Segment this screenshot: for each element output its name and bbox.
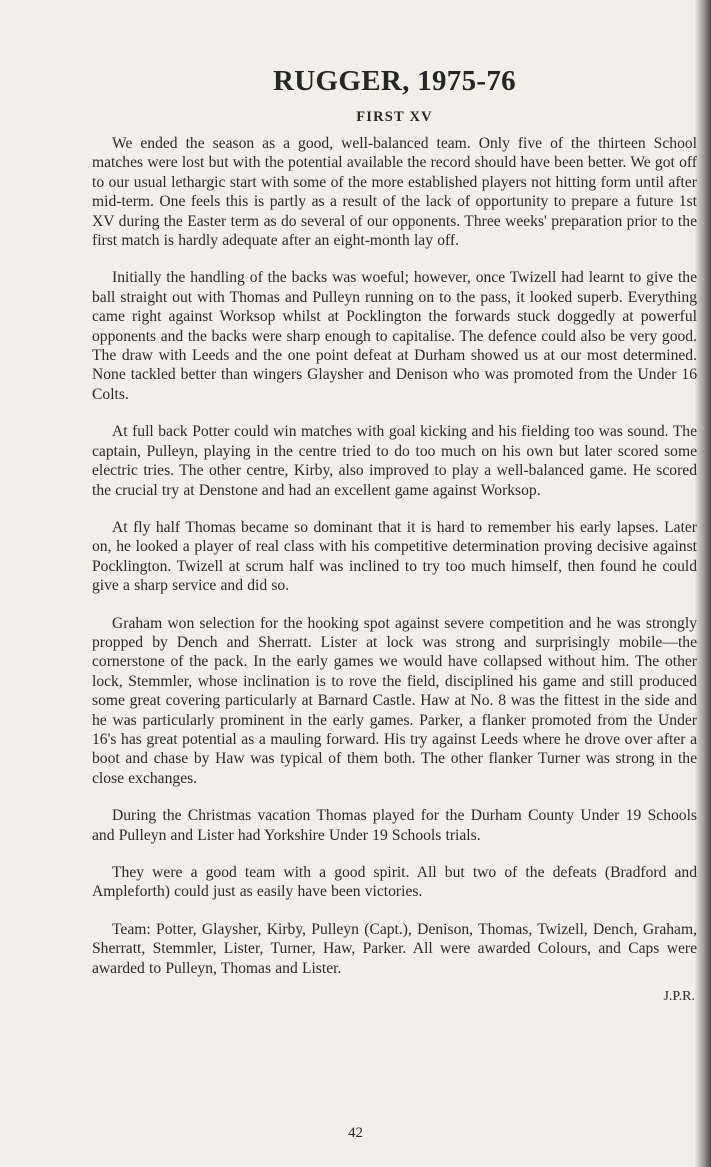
paragraph-full-back-centres: At full back Potter could win matches with goal kicking and his fielding too was sound. The captain, Pulleyn, playing in the centre tried to do too much on his own but later scored some electric tries. The other centre, Kirby, also improved to play a well-balanced game. He scored the crucial try at Denstone and had an excellent game against Worksop. [92,423,697,499]
paragraph-backs-handling: Initially the handling of the backs was woeful; however, once Twizell had learnt to give the ball straight out with Thomas and Pulleyn running on to the pass, it looked superb. Everything came right against Worksop whilst at Pocklington the forwards stuck doggedly at powerful opponents and the backs were sharp enough to capitalise. The defence could also be very good. The draw with Leeds and the one point defeat at Durham showed us at our most determined. None tackled better than wingers Glaysher and Denison who was promoted from the Under 16 Colts. [92,269,697,403]
author-initials: J.P.R. [663,989,695,1005]
paragraph-county-trials: During the Christmas vacation Thomas played for the Durham County Under 19 Schools and Pulleyn and Lister had Yorkshire Under 19 Schools trials. [92,807,697,844]
paragraph-half-backs: At fly half Thomas became so dominant that it is hard to remember his early lapses. Later on, he looked a player of real class with his competitive determination proving decisive against Pocklington. Twizell at scrum half was inclined to try too much himself, then found he could give a sharp service and did so. [92,518,697,595]
paragraph-team-spirit: They were a good team with a good spirit. All but two of the defeats (Bradford and Ampleforth) could just as easily have been victories. [92,864,697,901]
page-title: RUGGER, 1975-76 [273,65,516,97]
paragraph-forwards: Graham won selection for the hooking spot against severe competition and he was strongly propped by Dench and Sherratt. Lister at lock was strong and surprisingly mobile—the cornerstone of the pack. In the early games we would have collapsed without him. The other lock, Stemmler, whose inclination is to rove the field, disciplined his game and still produced some great covering particularly at Barnard Castle. Haw at No. 8 was the fittest in the side and he was particularly prominent in the early games. Parker, a flanker promoted from the Under 16's has great potential as a mauling forward. His try against Leeds where he drove over after a boot and chase by Haw was typical of them both. The other flanker Turner was strong in the close exchanges. [92,614,697,787]
paragraph-team-list: Team: Potter, Glaysher, Kirby, Pulleyn (Capt.), Denison, Thomas, Twizell, Dench, Graham, Sherratt, Stemmler, Lister, Turner, Haw, Parker. All were awarded Colours, and Caps were awarded to Pulleyn, Thomas and Lister. [92,920,697,977]
page-binding-edge [695,0,711,1167]
article [92,56,697,1006]
section-subtitle: FIRST XV [356,109,433,125]
page-number: 42 [348,1125,363,1141]
paragraph-intro: We ended the season as a good, well-balanced team. Only five of the thirteen School matches were lost but with the potential available the record should have been better. We got off to our usual lethargic start with some of the more established players not hitting form until after mid-term. One feels this is partly as a result of the lack of opportunity to prepare a future 1st XV during the Easter term as do several of our opponents. Three weeks' preparation prior to the first match is hardly adequate after an eight-month lay off. [92,135,697,250]
